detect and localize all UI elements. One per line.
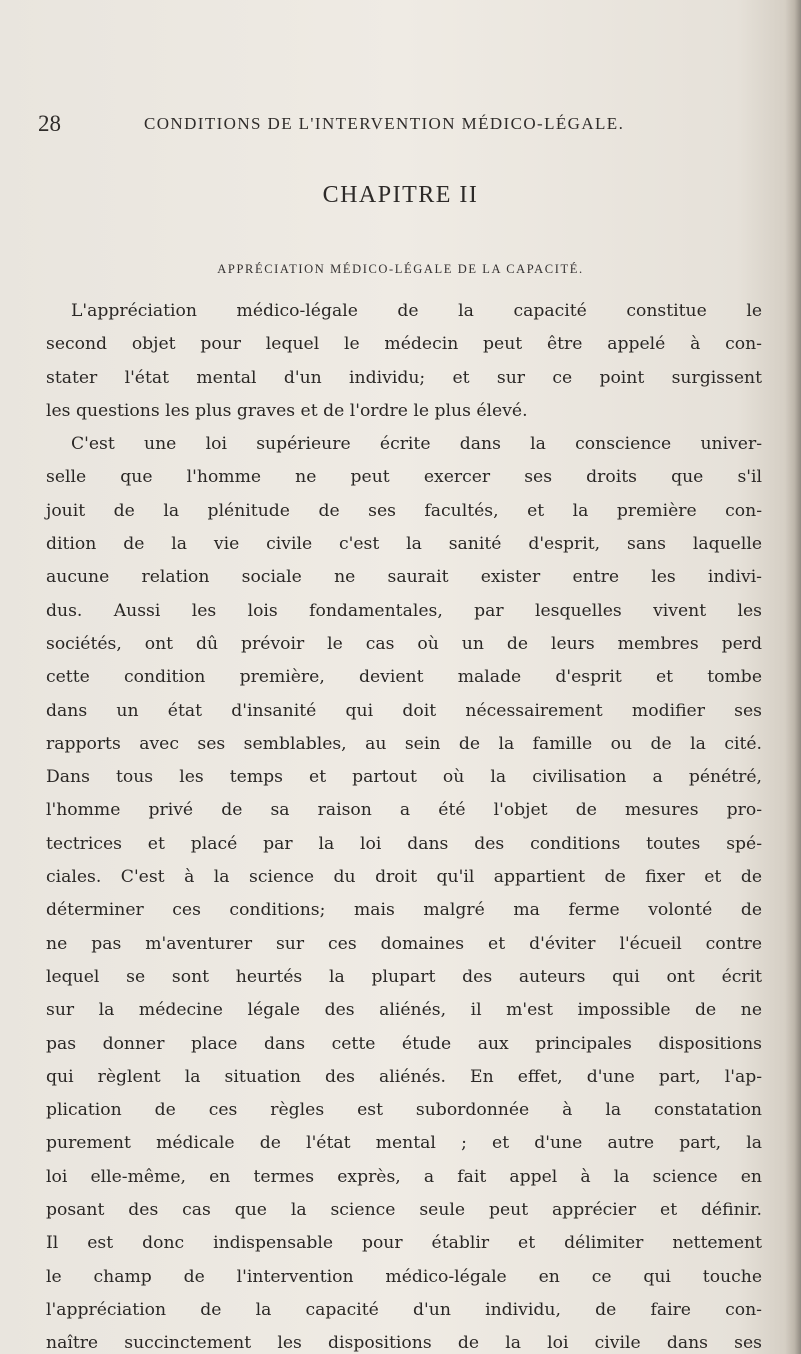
text-line: C'est une loi supérieure écrite dans la conscience univer- — [71, 434, 762, 455]
text-line: L'appréciation médico-légale de la capacité constitue le — [71, 301, 762, 321]
text-line: pas donner place dans cette étude aux principales dispositions — [46, 1033, 762, 1054]
chapter-subtitle: APPRÉCIATION MÉDICO-LÉGALE DE LA CAPACITÉ. — [217, 262, 584, 276]
text-line: lequel se sont heurtés la plupart des auteurs qui ont écrit — [46, 966, 762, 987]
text-line: ciales. C'est à la science du droit qu'il appartient de fixer et de — [46, 867, 762, 888]
text-line: cette condition première, devient malade d'esprit et tombe — [46, 667, 762, 688]
text-line: sur la médecine légale des aliénés, il m'est impossible de ne — [46, 1000, 762, 1021]
text-line: aucune relation sociale ne saurait exister entre les indivi- — [46, 567, 762, 588]
text-line: naître succinctement les dispositions de la loi civile dans ses — [46, 1333, 762, 1354]
body-text — [46, 295, 762, 1354]
text-line: selle que l'homme ne peut exercer ses droits que s'il — [46, 467, 762, 488]
text-line: jouit de la plénitude de ses facultés, et la première con- — [46, 500, 762, 521]
text-line: purement médicale de l'état mental ; et d'une autre part, la — [46, 1133, 762, 1154]
text-line: posant des cas que la science seule peut apprécier et définir. — [46, 1200, 762, 1221]
page-number: 28 — [38, 111, 61, 136]
text-line: tectrices et placé par la loi dans des conditions toutes spé- — [46, 833, 762, 854]
text-line: déterminer ces conditions; mais malgré ma ferme volonté de — [46, 900, 762, 921]
text-line: dans un état d'insanité qui doit nécessairement modifier ses — [46, 700, 762, 721]
text-line: Il est donc indispensable pour établir et délimiter nettement — [46, 1233, 762, 1254]
running-head — [38, 110, 738, 140]
text-line: ne pas m'aventurer sur ces domaines et d'éviter l'écueil contre — [46, 933, 762, 954]
chapter-title: CHAPITRE II — [322, 182, 479, 208]
text-line: rapports avec ses semblables, au sein de la famille ou de la cité. — [46, 733, 762, 754]
text-line: le champ de l'intervention médico-légale en ce qui touche — [46, 1266, 762, 1287]
text-line: plication de ces règles est subordonnée à la constatation — [46, 1100, 762, 1121]
text-line: l'homme privé de sa raison a été l'objet de mesures pro- — [46, 800, 762, 821]
text-line: stater l'état mental d'un individu; et sur ce point surgissent — [46, 367, 762, 388]
text-line: qui règlent la situation des aliénés. En effet, d'une part, l'ap- — [46, 1066, 762, 1087]
text-line: les questions les plus graves et de l'ordre le plus élevé. — [46, 400, 528, 421]
text-line: dus. Aussi les lois fondamentales, par lesquelles vivent les — [46, 600, 762, 621]
running-head-title: CONDITIONS DE L'INTERVENTION MÉDICO-LÉGALE. — [144, 114, 625, 133]
text-line: second objet pour lequel le médecin peut être appelé à con- — [46, 334, 762, 355]
text-line: sociétés, ont dû prévoir le cas où un de leurs membres perd — [46, 633, 762, 654]
text-line: Dans tous les temps et partout où la civilisation a pénétré, — [46, 767, 762, 788]
text-line: loi elle-même, en termes exprès, a fait appel à la science en — [46, 1166, 762, 1187]
text-line: dition de la vie civile c'est la sanité d'esprit, sans laquelle — [46, 534, 762, 555]
text-line: l'appréciation de la capacité d'un individu, de faire con- — [46, 1299, 762, 1320]
